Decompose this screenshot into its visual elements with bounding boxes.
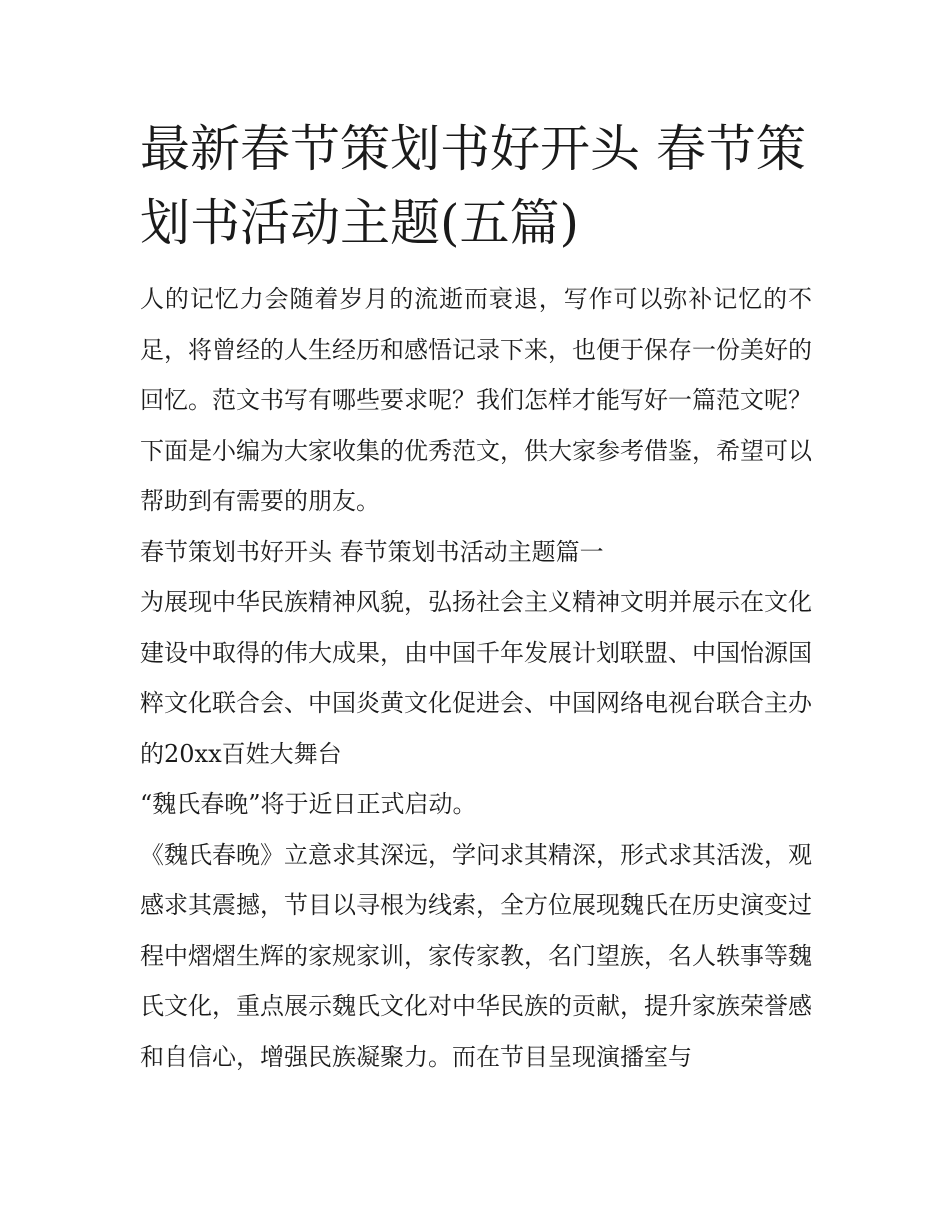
- document-page: [140, 112, 812, 1082]
- section-heading: 春节策划书好开头 春节策划书活动主题篇一: [140, 537, 604, 566]
- body-paragraph: 为展现中华民族精神风貌，弘扬社会主义精神文明并展示在文化建设中取得的伟大成果，由中国千年发展计划联盟、中国怡源国粹文化联合会、中国炎黄文化促进会、中国网络电视台联合主办的20xx百姓大舞台: [140, 588, 812, 768]
- body-paragraph: “魏氏春晚”将于近日正式启动。: [140, 790, 477, 818]
- document-title: 最新春节策划书好开头 春节策划书活动主题(五篇): [140, 120, 806, 252]
- body-paragraph: 《魏氏春晚》立意求其深远，学问求其精深，形式求其活泼，观感求其震撼，节目以寻根为线索，全方位展现魏氏在历史演变过程中熠熠生辉的家规家训，家传家教，名门望族，名人轶事等魏氏文化，重点展示魏氏文化对中华民族的贡献，提升家族荣誉感和自信心，增强民族凝聚力。而在节目呈现演播室与: [140, 840, 812, 1071]
- intro-paragraph: 人的记忆力会随着岁月的流逝而衰退，写作可以弥补记忆的不足，将曾经的人生经历和感悟记录下来，也便于保存一份美好的回忆。范文书写有哪些要求呢？我们怎样才能写好一篇范文呢？下面是小编为大家收集的优秀范文，供大家参考借鉴，希望可以帮助到有需要的朋友。: [140, 285, 812, 515]
